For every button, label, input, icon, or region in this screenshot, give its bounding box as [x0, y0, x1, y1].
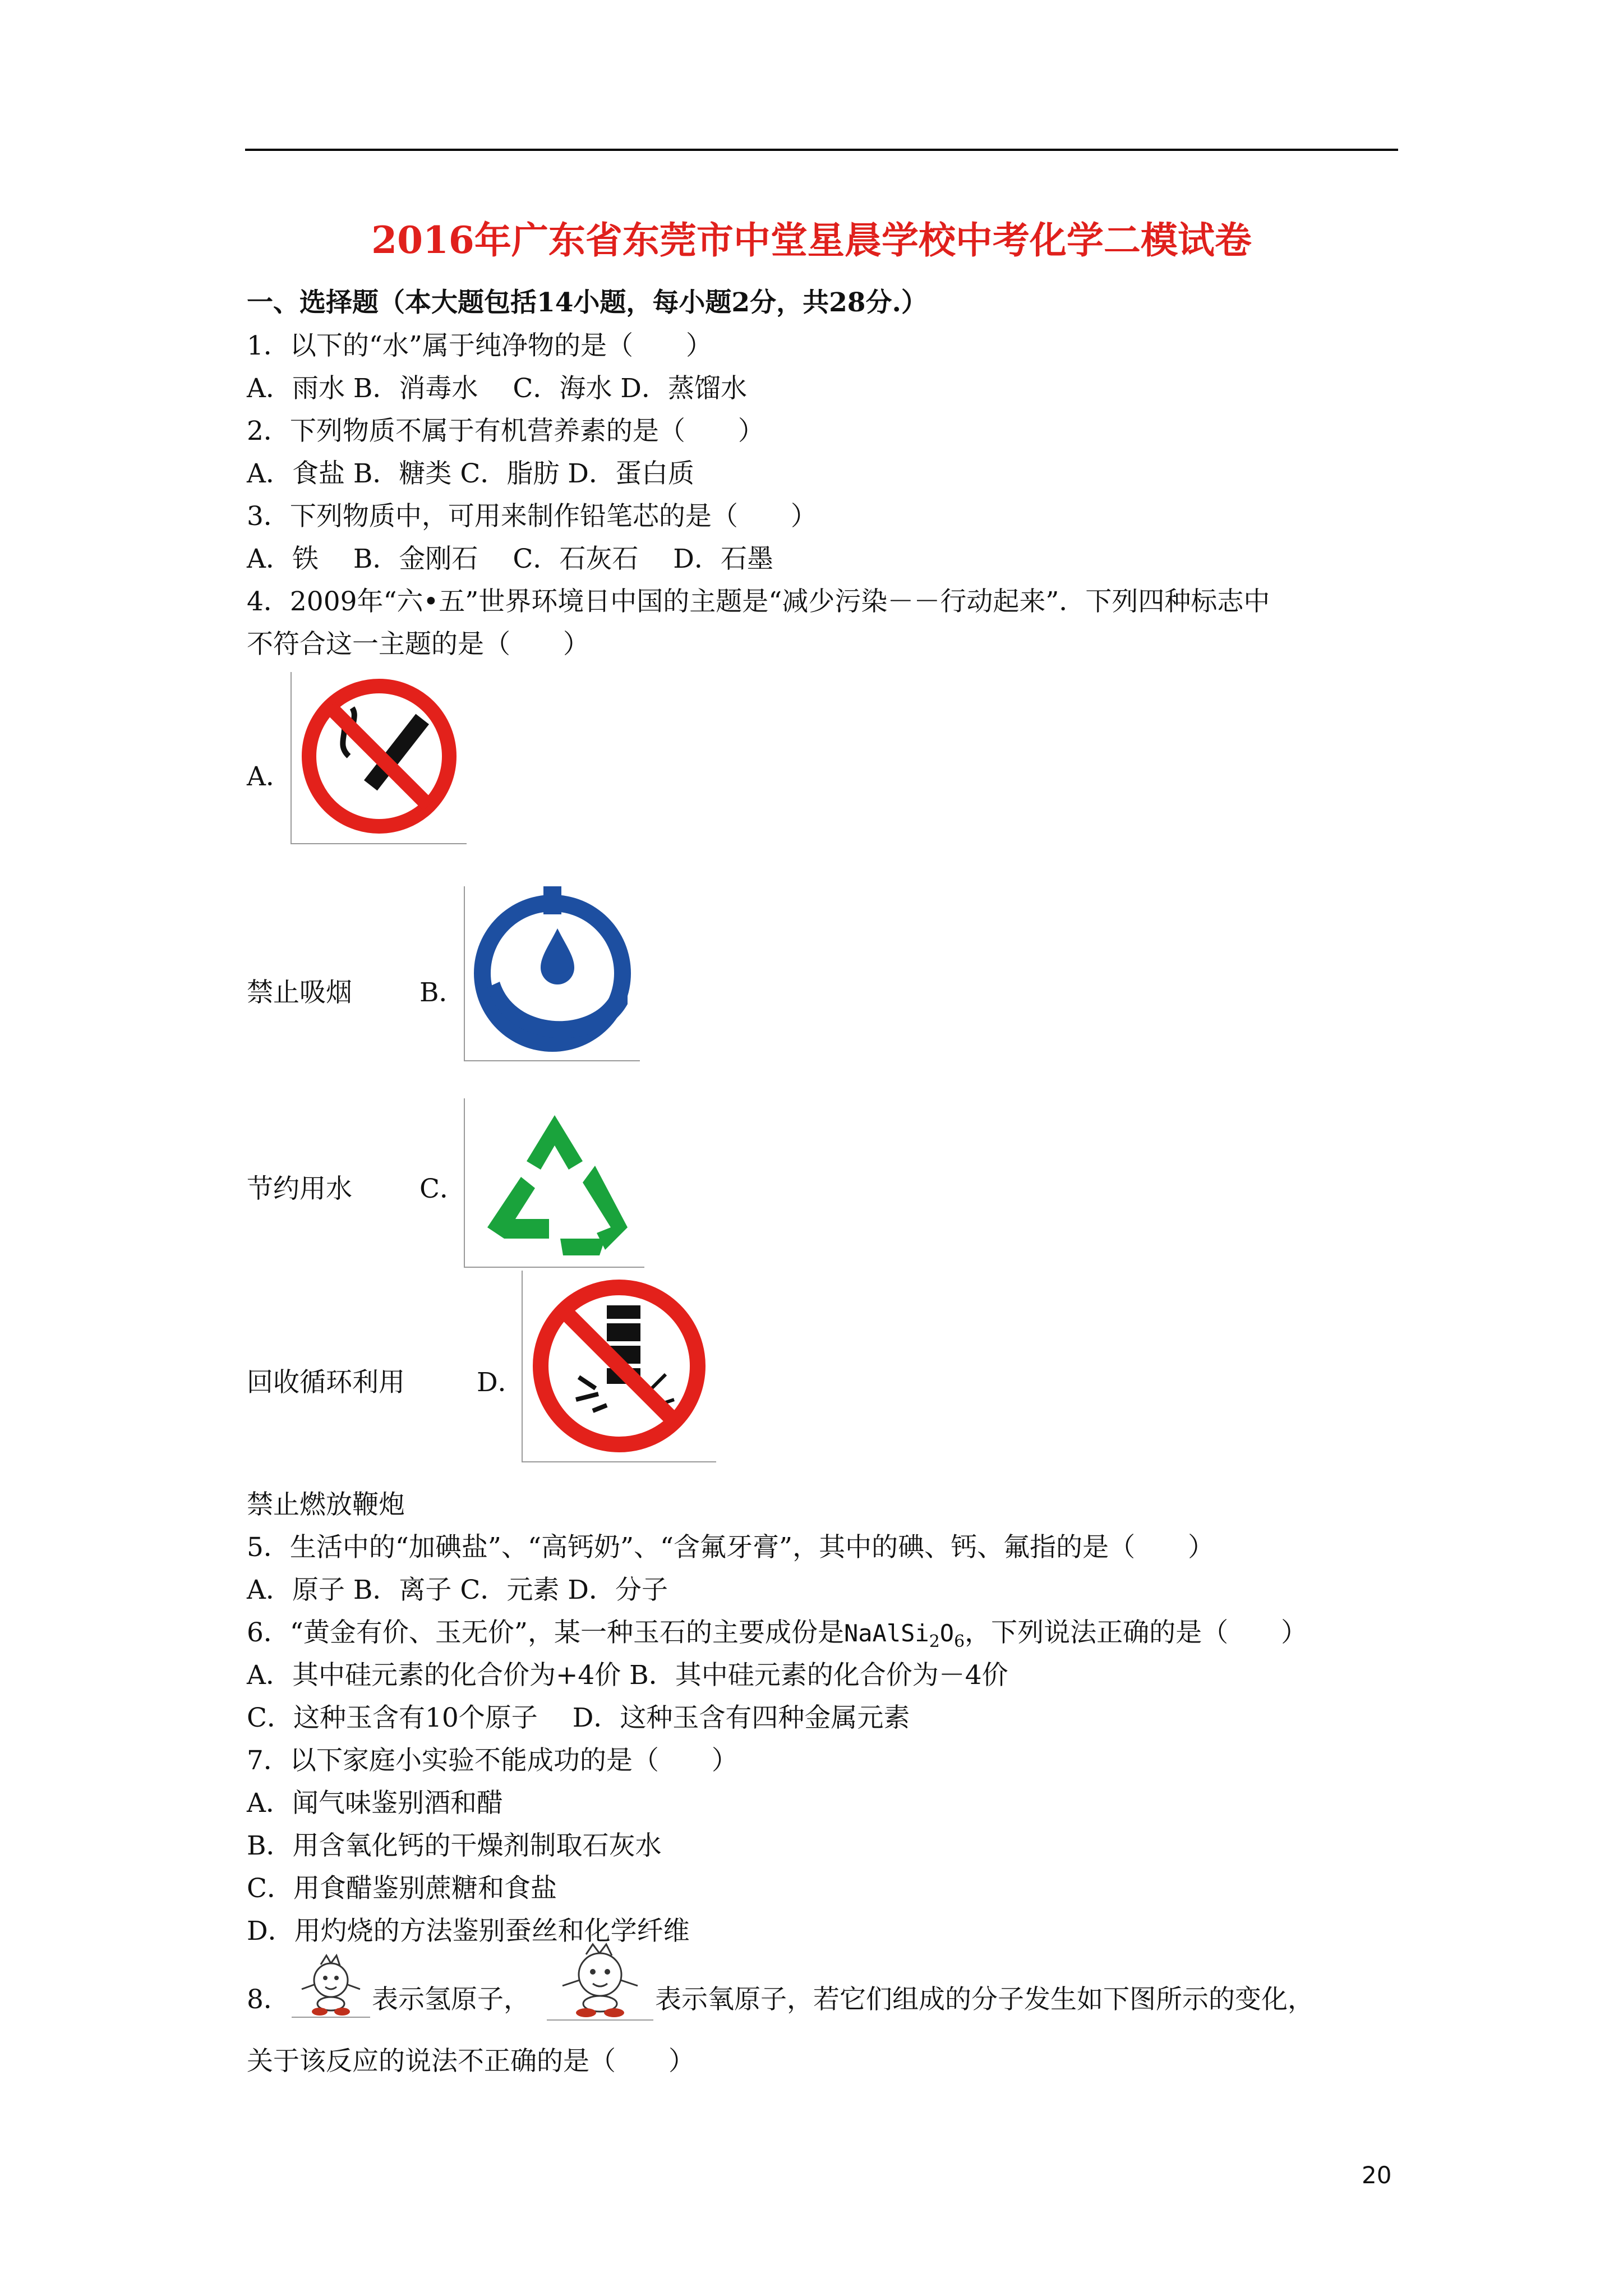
no-firecrackers-icon — [523, 1271, 716, 1461]
no-smoking-sign — [291, 672, 467, 844]
water-saving-sign — [464, 886, 640, 1061]
top-rule — [245, 149, 1398, 151]
q5-stem: 5．生活中的“加碘盐”、“高钙奶”、“含氟牙膏”，其中的碘、钙、氟指的是（ ） — [247, 1532, 1215, 1563]
page-number: 20 — [1362, 2161, 1392, 2189]
q4-label-d: 禁止燃放鞭炮 — [247, 1489, 405, 1520]
q7-option-d: D．用灼烧的方法鉴别蚕丝和化学纤维 — [247, 1916, 690, 1947]
q5-options: A．原子 B．离子 C．元素 D．分子 — [247, 1575, 668, 1605]
q4-label-c: 回收循环利用 — [247, 1367, 405, 1398]
oxygen-atom-icon — [547, 1941, 653, 2019]
q4-option-b-letter: B． — [419, 977, 465, 1008]
q6-options-ab: A．其中硅元素的化合价为+4价 B．其中硅元素的化合价为－4价 — [247, 1660, 1008, 1691]
recycle-sign — [464, 1098, 644, 1268]
q4-stem-line2: 不符合这一主题的是（ ） — [247, 629, 589, 660]
page-title: 2016年广东省东莞市中堂星晨学校中考化学二模试卷 — [371, 218, 1252, 262]
q6-options-cd: C．这种玉含有10个原子 D．这种玉含有四种金属元素 — [247, 1703, 910, 1733]
oxygen-atom-cartoon — [547, 1941, 653, 2021]
q8-text2: 表示氧原子，若它们组成的分子发生如下图所示的变化， — [655, 1984, 1314, 2015]
q3-options: A．铁 B．金刚石 C．石灰石 D．石墨 — [247, 544, 773, 574]
q4-option-d-letter: D． — [477, 1367, 524, 1398]
q6-stem: 6．“黄金有价、玉无价”，某一种玉石的主要成份是$NaAlSi_2O_6$，下列说法正确的是（ ） — [247, 1617, 1308, 1651]
hydrogen-atom-cartoon — [292, 1952, 370, 2018]
q8-text1: 表示氢原子， — [372, 1984, 530, 2015]
q4-option-a-letter: A． — [247, 761, 292, 792]
q7-stem: 7．以下家庭小实验不能成功的是（ ） — [247, 1745, 738, 1776]
q4-option-c-letter: C． — [419, 1174, 466, 1204]
q4-label-b: 节约用水 — [247, 1174, 352, 1204]
q7-option-a: A．闻气味鉴别酒和醋 — [247, 1788, 503, 1819]
section-heading: 一、选择题（本大题包括14小题，每小题2分，共28分.） — [247, 287, 928, 318]
q2-stem: 2．下列物质不属于有机营养素的是（ ） — [247, 416, 764, 447]
q7-option-b: B．用含氧化钙的干燥剂制取石灰水 — [247, 1830, 662, 1861]
q2-options: A．食盐 B．糖类 C．脂肪 D．蛋白质 — [247, 458, 694, 489]
no-smoking-icon — [292, 672, 467, 843]
q8-number: 8． — [247, 1984, 290, 2015]
recycle-icon — [465, 1098, 644, 1267]
q7-option-c: C．用食醋鉴别蔗糖和食盐 — [247, 1873, 557, 1904]
water-drop-hand-icon — [465, 886, 640, 1060]
hydrogen-atom-icon — [292, 1952, 370, 2017]
q3-stem: 3．下列物质中，可用来制作铅笔芯的是（ ） — [247, 501, 817, 532]
q1-stem: 1．以下的“水”属于纯净物的是（ ） — [247, 330, 712, 361]
no-firecrackers-sign — [522, 1271, 716, 1462]
q4-label-a: 禁止吸烟 — [247, 977, 352, 1008]
q8-line2: 关于该反应的说法不正确的是（ ） — [247, 2046, 695, 2077]
q1-options: A．雨水 B．消毒水 C．海水 D．蒸馏水 — [247, 373, 747, 404]
q4-stem-line1: 4．2009年“六•五”世界环境日中国的主题是“减少污染－－行动起来”．下列四种标志中 — [247, 586, 1270, 617]
